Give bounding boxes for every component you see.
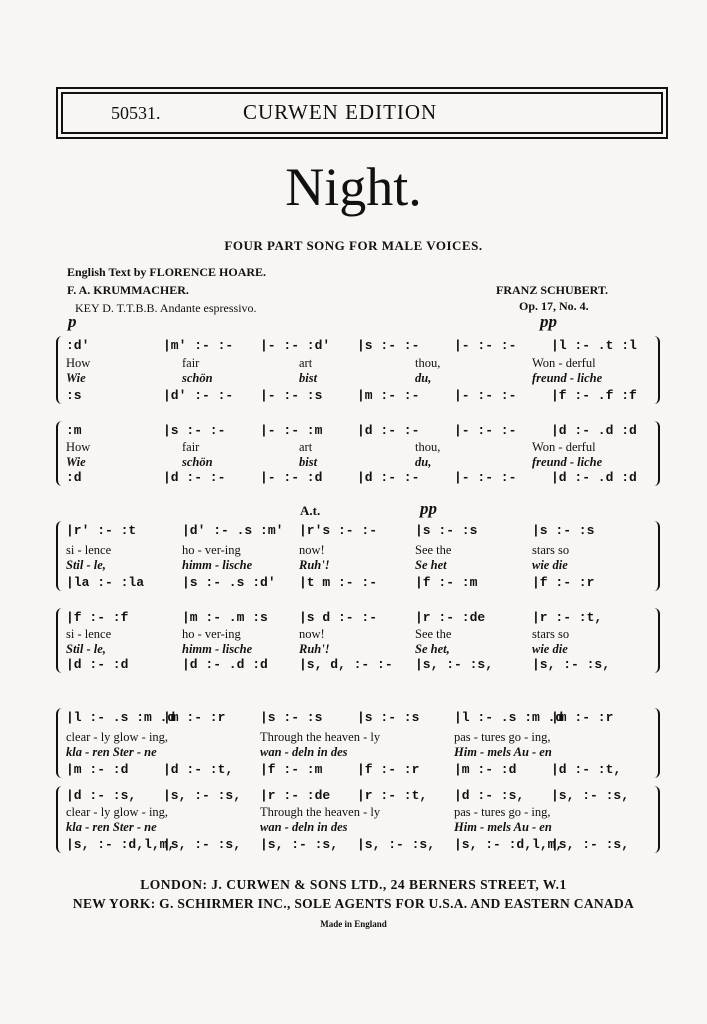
lyric-segment: Wie [66,371,86,385]
lyric-segment: Stil - le, [66,642,106,656]
song-subtitle: FOUR PART SONG FOR MALE VOICES. [224,238,483,253]
solfa-measure: |- :- :m [260,423,323,438]
solfa-measure: |s, d, :- :- [299,657,393,672]
solfa-measure: |r :- :de [415,610,486,625]
solfa-measure: |d :- :s, [454,788,525,803]
lyric-segment: Won - derful [532,440,596,454]
edition-header-box [56,87,668,139]
dynamic-marking-right: pp [540,312,557,331]
lyric-segment: Se het, [415,642,450,656]
system-brace [650,521,660,591]
lyrics1-de-row [66,558,648,574]
solfa-measure: |r :- :de [260,788,331,803]
t2-notes-row [66,575,648,591]
lyrics2-en-row [66,627,648,643]
b1-notes-row [66,788,648,804]
system-brace [56,336,66,404]
lyric-segment: bist [299,455,318,469]
lyric-segment: art [299,440,313,454]
solfa-measure: |- :- :- [454,423,517,438]
lyric-segment: art [299,356,313,370]
solfa-measure: |s :- :s [260,710,323,725]
dynamic-marking-right: pp [420,499,437,518]
solfa-measure: |- :- :d [260,470,323,485]
lyric-segment: himm - lische [182,558,253,572]
lyric-segment: clear - ly glow - ing, [66,805,169,819]
score-system-1 [0,312,707,493]
lyric-segment: kla - ren Ster - ne [66,745,157,759]
lyric-segment: wie die [532,642,568,656]
lyric-segment: stars so [532,543,570,557]
lyrics2-de-row [66,642,648,658]
system-brace [650,786,660,853]
b2-notes-row [66,470,648,486]
solfa-measure: |s, :- :s, [532,657,611,672]
solfa-measure: |m :- .m :s [182,610,268,625]
solfa-measure: |l :- .t :l [551,338,637,353]
t1-notes-row [66,710,648,726]
lyric-segment: wan - deln in des [260,745,348,759]
solfa-measure: |d :- :- [357,470,420,485]
footer-newyork-agents: NEW YORK: G. SCHIRMER INC., SOLE AGENTS FOR U.S.A. AND EASTERN CANADA [72,896,635,911]
solfa-measure: |la :- :la [66,575,145,590]
solfa-measure: |f :- :f [66,610,129,625]
lyric-segment: bist [299,371,318,385]
solfa-measure: |s :- :s [357,710,420,725]
solfa-measure: |s :- :- [357,338,420,353]
lyric-segment: now! [299,543,325,557]
lyric-segment: fair [182,356,200,370]
solfa-measure: |s :- :- [163,423,226,438]
solfa-measure: |m' :- :- [163,338,234,353]
lyric-segment: How [66,440,91,454]
lyric-segment: Ruh'! [299,642,330,656]
solfa-measure: |d' :- :- [163,388,234,403]
b1-notes-row [66,423,648,439]
arranger-credit: F. A. KRUMMACHER. [67,283,189,297]
lyric-segment: himm - lische [182,642,253,656]
solfa-measure: |d :- :- [357,423,420,438]
t1-notes-row [66,338,648,354]
system-brace [56,521,66,591]
system-brace [650,336,660,404]
solfa-measure: |m :- :r [551,710,614,725]
solfa-measure: |s, :- :s, [357,837,436,852]
solfa-measure: |s, :- :s, [163,837,242,852]
b1-notes-row [66,610,648,626]
lyric-segment: ho - ver-ing [182,543,241,557]
lyric-segment: kla - ren Ster - ne [66,820,157,834]
lyric-segment: See the [415,627,452,641]
solfa-measure: |l :- .s :m .d [454,710,564,725]
lyric-segment: stars so [532,627,570,641]
system-brace [56,608,66,673]
catalog-number: 50531. [111,103,161,123]
lyric-segment: wan - deln in des [260,820,348,834]
footer-made-in: Made in England [320,919,387,929]
lyrics1-en-row [66,730,648,746]
lyric-segment: clear - ly glow - ing, [66,730,169,744]
lyric-segment: Stil - le, [66,558,106,572]
solfa-measure: |t m :- :- [299,575,378,590]
system-brace [650,708,660,778]
lyric-segment: Through the heaven - ly [260,805,381,819]
lyric-segment: Him - mels Au - en [454,820,552,834]
solfa-measure: |s d :- :- [299,610,378,625]
solfa-measure: |r's :- :- [299,523,378,538]
lyric-segment: How [66,356,91,370]
lyrics1-de-row [66,745,648,761]
solfa-measure: |s, :- :d,l,m, [454,837,564,852]
lyric-segment: Through the heaven - ly [260,730,381,744]
system-brace [650,608,660,673]
lyric-segment: schön [182,455,213,469]
t2-notes-row [66,762,648,778]
solfa-measure: |- :- :d' [260,338,331,353]
edition-header-inner-frame [61,92,663,134]
lyric-segment: Ruh'! [299,558,330,572]
system-brace [56,708,66,778]
solfa-measure: |r :- :t, [357,788,428,803]
solfa-measure: |d :- :t, [551,762,622,777]
solfa-measure: |r :- :t, [532,610,603,625]
solfa-measure: |s, :- :s, [551,837,630,852]
lyric-segment: Won - derful [532,356,596,370]
solfa-measure: |f :- :r [532,575,595,590]
footer-london-address: LONDON: J. CURWEN & SONS LTD., 24 BERNERS STREET, W.1 [140,877,567,892]
lyric-segment: pas - tures go - ing, [454,730,551,744]
system-brace [56,421,66,486]
solfa-measure: |s :- .s :d' [182,575,276,590]
solfa-measure: |s :- :s [532,523,595,538]
system-brace [650,421,660,486]
b2-notes-row [66,657,648,673]
solfa-measure: :m [66,423,82,438]
solfa-measure: |s, :- :s, [260,837,339,852]
lyric-segment: Him - mels Au - en [454,745,552,759]
dynamic-marking-mid: A.t. [300,503,321,518]
solfa-measure: :d [66,470,82,485]
lyrics2-en-row [66,440,648,456]
system-brace [56,786,66,853]
t2-notes-row [66,388,648,404]
lyric-segment: schön [182,371,213,385]
solfa-measure: :s [66,388,82,403]
solfa-measure: |f :- :m [260,762,323,777]
solfa-measure: |- :- :- [454,388,517,403]
solfa-measure: |d :- .d :d [182,657,268,672]
lyric-segment: thou, [415,440,441,454]
opus-number: Op. 17, No. 4. [519,299,589,313]
solfa-measure: |s, :- :s, [415,657,494,672]
song-title: Night. [285,157,422,217]
lyrics2-de-row [66,455,648,471]
solfa-measure: |d :- :d [66,657,129,672]
lyrics2-de-row [66,820,648,836]
lyric-segment: freund - liche [532,455,603,469]
solfa-measure: |f :- :m [415,575,478,590]
lyrics2-en-row [66,805,648,821]
lyric-segment: thou, [415,356,441,370]
lyric-segment: See the [415,543,452,557]
solfa-measure: |s, :- :d,l,m, [66,837,176,852]
solfa-measure: |s, :- :s, [551,788,630,803]
solfa-measure: |m :- :d [454,762,517,777]
b2-notes-row [66,837,648,853]
solfa-measure: |m :- :d [66,762,129,777]
solfa-measure: |f :- :r [357,762,420,777]
lyric-segment: fair [182,440,200,454]
solfa-measure: |d :- :- [163,470,226,485]
solfa-measure: |- :- :- [454,338,517,353]
solfa-measure: |d' :- .s :m' [182,523,284,538]
composer-credit: FRANZ SCHUBERT. [496,283,609,297]
t1-notes-row [66,523,648,539]
lyrics1-en-row [66,543,648,559]
solfa-measure: |l :- .s :m .d [66,710,176,725]
lyric-segment: ho - ver-ing [182,627,241,641]
solfa-measure: |d :- .d :d [551,423,637,438]
score-system-3 [0,705,707,865]
lyric-segment: now! [299,627,325,641]
solfa-measure: |m :- :r [163,710,226,725]
english-text-credit: English Text by FLORENCE HOARE. [67,265,267,279]
solfa-measure: |r' :- :t [66,523,137,538]
lyric-segment: si - lence [66,627,112,641]
solfa-measure: |s :- :s [415,523,478,538]
solfa-measure: |m :- :- [357,388,420,403]
lyric-segment: Se het [415,558,447,572]
lyric-segment: Wie [66,455,86,469]
lyric-segment: du, [415,455,432,469]
lyric-segment: freund - liche [532,371,603,385]
dynamic-marking-left: p [68,312,77,331]
solfa-measure: |f :- .f :f [551,388,637,403]
lyric-segment: wie die [532,558,568,572]
solfa-measure: |d :- .d :d [551,470,637,485]
lyric-segment: du, [415,371,432,385]
lyric-segment: si - lence [66,543,112,557]
lyrics1-de-row [66,371,648,387]
solfa-measure: |d :- :t, [163,762,234,777]
lyrics1-en-row [66,356,648,372]
solfa-measure: |- :- :s [260,388,323,403]
solfa-measure: |s, :- :s, [163,788,242,803]
lyric-segment: pas - tures go - ing, [454,805,551,819]
score-system-2 [0,499,707,695]
solfa-measure: |d :- :s, [66,788,137,803]
edition-brand: CURWEN EDITION [243,100,438,124]
solfa-measure: |- :- :- [454,470,517,485]
solfa-measure: :d' [66,338,90,353]
key-and-tempo: KEY D. T.T.B.B. Andante espressivo. [75,301,257,315]
